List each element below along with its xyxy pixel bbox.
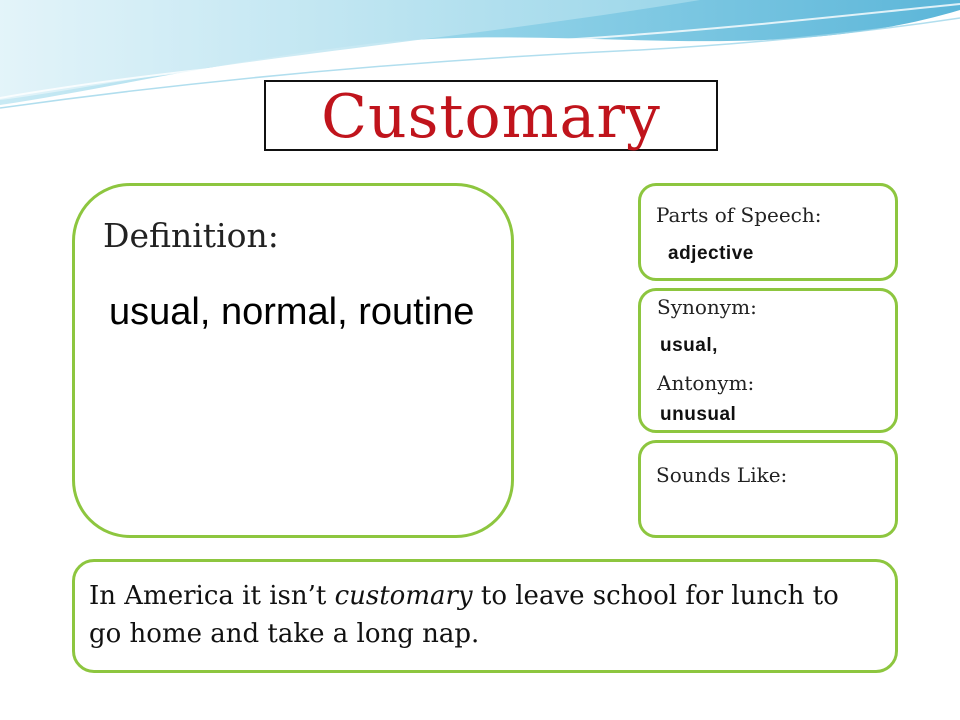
definition-card <box>72 183 514 538</box>
parts-of-speech-label: Parts of Speech: <box>656 203 822 227</box>
parts-of-speech-value: adjective <box>668 243 754 264</box>
definition-text: usual, normal, routine <box>109 291 475 333</box>
title-box <box>264 80 718 151</box>
sentence-start: In America it isn’t <box>89 581 335 611</box>
example-sentence <box>89 578 879 653</box>
synonym-antonym-card <box>638 288 898 433</box>
sentence-end: to leave school for lunch to go home and take a long nap. <box>89 581 839 649</box>
parts-of-speech-card <box>638 183 898 281</box>
sounds-like-card <box>638 440 898 538</box>
sounds-like-label: Sounds Like: <box>656 463 788 487</box>
sentence-emphasis: customary <box>334 581 473 611</box>
page-title: Customary <box>321 81 661 152</box>
synonym-value: usual, <box>660 335 718 356</box>
example-sentence-card <box>72 559 898 673</box>
synonym-label: Synonym: <box>657 295 757 319</box>
definition-label: Definition: <box>103 216 279 255</box>
antonym-label: Antonym: <box>657 371 755 395</box>
antonym-value: unusual <box>660 404 737 425</box>
